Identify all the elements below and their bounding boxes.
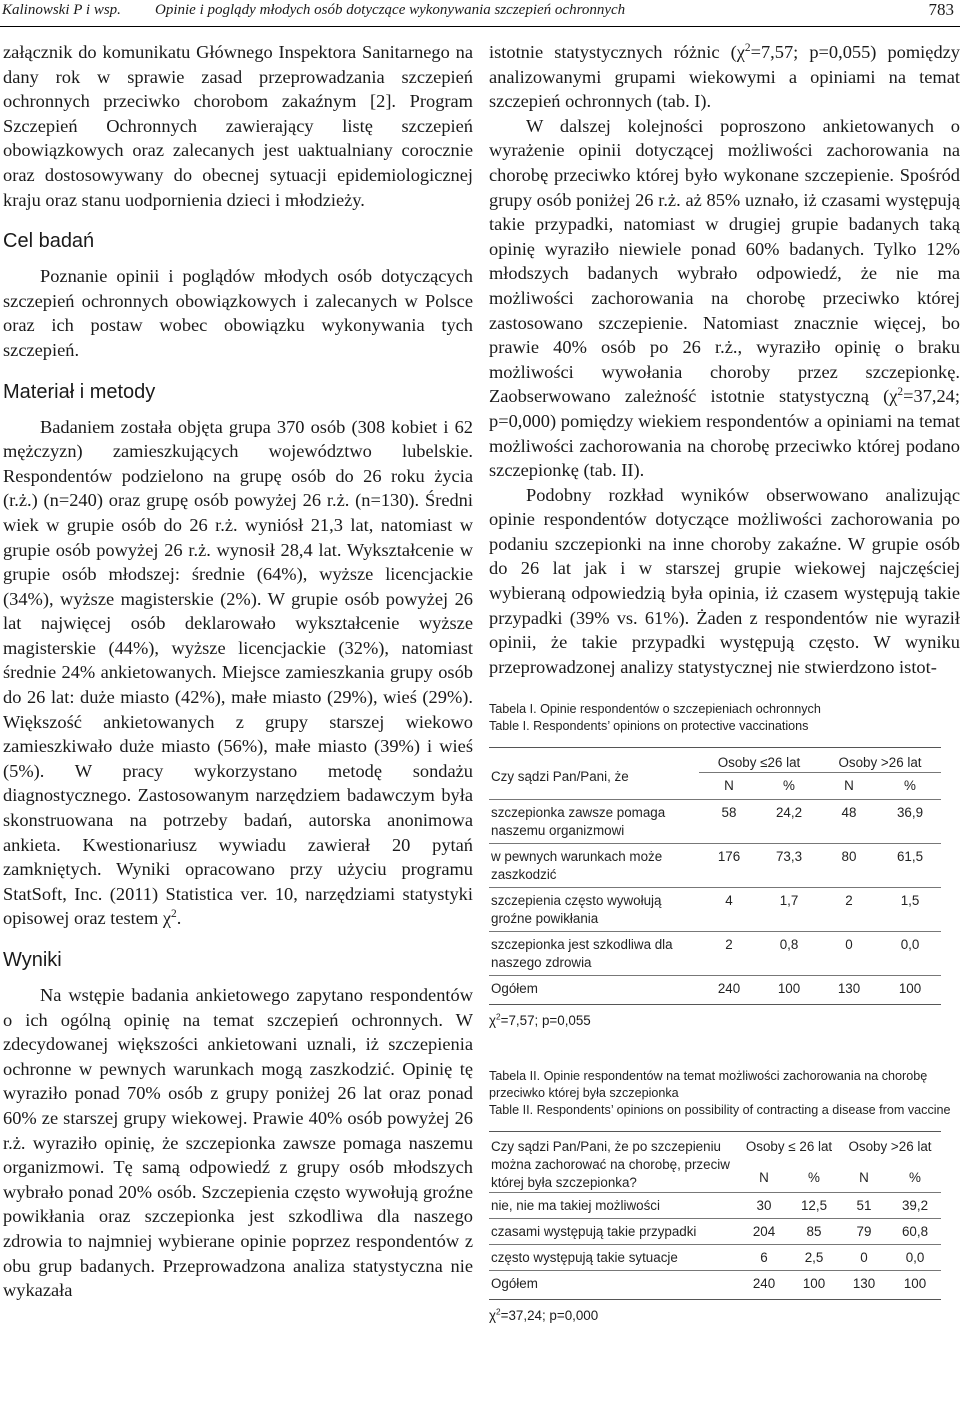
section-heading-wyniki: Wyniki [3, 949, 62, 971]
right-column [489, 40, 960, 1323]
wyniki-paragraph: Na wstępie badania ankietowego zapytano respondentów o ich ogólną opinię na temat szczepień ochronnych. W zdecydowanej większości ankietowani uznali, iż szczepienia ochronne w pewnych warunkach mogą zaszkodzić. Opinię tę wyraziło ponad 70% osób z grupy poniżej 26 lat oraz ponad 60% ze starszej grupy wiekowej. Prawie 40% osób powyżej 26 r.ż. wyraziło opinię, że szczepionka zawsze pomaga naszemu organizmowi. Tę samą odpowiedź z grupy osób młodszych wybrało ponad 20% osób. Szczepienia często wywołują groźne powikłania oraz szczepionka jest szkodliwa dla naszego zdrowia to najmniej wybierane opinie poprzez respondentów z obu grup badanych. Przeprowadzona analiza statystyczna nie wykazała [3, 985, 473, 1301]
table-row: nie, nie ma takiej możliwości 30 12,5 51 39,2 [489, 1193, 941, 1219]
cel-paragraph: Poznanie opinii i poglądów młodych osób dotyczących szczepień ochronnych obowiązkowych i zalecanych w Polsce oraz ich postaw wobec obowiązku wykonywania tych szczepień. [3, 266, 473, 360]
table1-statistic: $\chi^2=7,57$; p=0,055 [489, 1011, 591, 1029]
table1-group2: Osoby >26 lat [819, 748, 941, 773]
running-author: Kalinowski P i wsp. [2, 2, 121, 18]
section-heading-material: Materiał i metody [3, 380, 156, 403]
table-1: Czy sądzi Pan/Pani, że Osoby ≤26 lat Osoby >26 lat N % N % szczepionka zawsze pomaga naszemu organizmowi 58 24,2 48 36,9 w pewnych warunkach może zaszkodzić 176 73,3 80 61,5 szczepienia często wywołują groźne powikłania 4 1,7 2 1,5 szczepionka jest szkodliwa dla naszego zdrowia 2 0,8 0 0,0 Ogółem 240 100 130 100 [489, 747, 941, 1005]
results-paragraph-3: Podobny rozkład wyników obserwowano analizując opinie respondentów dotyczące możliwości zachorowania po podaniu szczepionki na inne choroby zakaźne. W grupie osób do 26 lat jak i w starszej grupie wiekowej najczęściej wybieraną odpowiedzią była opinia, iż czasem występują takie przypadki (39% vs. 61%). Żaden z respondentów nie wyraził opinii, że takie przypadki występują często. W wyniku przeprowadzonej analizy statystycznej nie stwierdzono istot- [489, 484, 960, 677]
intro-paragraph: załącznik do komunikatu Głównego Inspektora Sanitarnego na dany rok w sprawie zasad przeprowadzania szczepień ochronnych przeciwko chorobom zakaźnym [2]. Program Szczepień Ochronnych zawierający listę szczepień obowiązkowych oraz zalecanych jest uaktualniany corocznie oraz dostosowywany do obecnej sytuacji epidemiologicznej kraju oraz stanu uodpornienia dzieci i młodzieży. [3, 42, 473, 210]
table2-group1: Osoby ≤ 26 lat [739, 1132, 839, 1157]
results-paragraph-2: W dalszej kolejności poproszono ankietowanych o wyrażenie opinii dotyczącej możliwości zachorowania na chorobę przeciwko której było wykonane szczepienie. Spośród grupy osób poniżej 26 r.ż. aż 85% uznało, iż czasami występują takie przypadki, natomiast w drugiej grupie badanych taką opinię wyraziło niewiele ponad 60% badanych. Tylko 12% młodszych badanych wybrało odpowiedź, że nie ma możliwości zachorowania na chorobę przeciwko której zastosowano szczepienie. Natomiast znacznie więcej, bo prawie 40% osób po 26 r.ż., wyraziło opinię o braku możliwości wywołania choroby przez szczepionkę. Zaobserwowano zależność istotnie statystyczną ($\chi^2=37,24$; p=0,000) pomiędzy wiekiem respondentów a opiniami na temat możliwości zachorowania na chorobę przeciwko której podano szczepionkę (tab. II). [489, 115, 960, 481]
table-total-row: Ogółem 240 100 130 100 [489, 976, 941, 1005]
section-heading-cel: Cel badań [3, 230, 95, 253]
table-total-row: Ogółem 240 100 130 100 [489, 1271, 941, 1300]
results-paragraph-1: istotnie statystycznych różnic ($\chi^2=7,57$; p=0,055) pomiędzy analizowanymi grupami wiekowymi a opiniami na temat szczepień ochronnych (tab. I). [489, 41, 960, 112]
table-row: szczepionka jest szkodliwa dla naszego zdrowia 2 0,8 0 0,0 [489, 932, 941, 976]
table-row: często występują takie sytuacje 6 2,5 0 0,0 [489, 1245, 941, 1271]
table-row: szczepienia często wywołują groźne powikłania 4 1,7 2 1,5 [489, 888, 941, 932]
table1-caption: Tabela I. Opinie respondentów o szczepieniach ochronnych Table I. Respondents’ opinions on protective vaccinations [489, 702, 821, 734]
table2-question: Czy sądzi Pan/Pani, że po szczepieniu można zachorować na chorobę, przeciw której była szczepionka? [489, 1132, 739, 1193]
header-rule [0, 26, 960, 27]
page-number: 783 [928, 0, 954, 19]
left-column [3, 40, 473, 1303]
running-title: Opinie i poglądy młodych osób dotyczące wykonywania szczepień ochronnych [155, 2, 626, 18]
table-row: czasami występują takie przypadki 204 85 79 60,8 [489, 1219, 941, 1245]
table1-question: Czy sądzi Pan/Pani, że [489, 748, 699, 800]
table-row: szczepionka zawsze pomaga naszemu organizmowi 58 24,2 48 36,9 [489, 800, 941, 844]
table2-statistic: $\chi^2=37,24$; p=0,000 [489, 1306, 599, 1324]
table2-group2: Osoby >26 lat [839, 1132, 941, 1157]
running-header [0, 0, 960, 26]
table-row: w pewnych warunkach może zaszkodzić 176 73,3 80 61,5 [489, 844, 941, 888]
table2-caption: Tabela II. Opinie respondentów na temat możliwości zachorowania na chorobę przeciwko której była szczepionka Table II. Respondents’ opinions on possibility of contracting a disease from vaccine [489, 1069, 951, 1118]
table-2: Czy sądzi Pan/Pani, że po szczepieniu można zachorować na chorobę, przeciw której była szczepionka? Osoby ≤ 26 lat Osoby >26 lat N % N % nie, nie ma takiej możliwości 30 12,5 51 39,2 czasami występują takie przypadki 204 85 79 60,8 często występują takie sytuacje 6 2,5 0 0,0 Ogółem 240 100 130 100 [489, 1131, 941, 1300]
table1-group1: Osoby ≤26 lat [699, 748, 819, 773]
material-paragraph: Badaniem została objęta grupa 370 osób (308 kobiet i 62 mężczyzn) zamieszkujących województwo lubelskie. Respondentów podzielono na grupę osób do 26 roku życia (r.ż.) (n=240) oraz grupę osób powyżej 26 r.ż. (n=130). Średni wiek w grupie osób do 26 r.ż. wyniósł 21,3 lat, natomiast w grupie osób powyżej 26 r.ż. wynosił 28,4 lat. Wykształcenie w grupie osób młodszej: średnie (64%), wyższe licencjackie (34%), wyższe magisterskie (2%). W grupie osób powyżej 26 lat najwięcej osób deklarowało wykształcenie wyższe magisterskie (44%), wyższe licencjackie (32%), natomiast średnie 24% ankietowanych. Miejsce zamieszkania grupy osób do 26 lat: duże miasto (42%), małe miasto (29%), wieś (29%). Większość ankietowanych z grupy starszej wiekowo zamieszkiwało duże miasto (56%), małe miasto (39%) i wieś (5%). W pracy wykorzystano metodę sondażu diagnostycznego. Zastosowanym narzędziem badawczym była skonstruowana na potrzeby badań, autorska anonimowa ankieta. Kwestionariusz wywiadu zawierał 20 pytań zamkniętych. Wyniki opracowano przy użyciu programu StatSoft, Inc. (2011) Statistica ver. 10, narzędziami statystyki opisowej oraz testem $\chi^2$. [3, 416, 473, 929]
